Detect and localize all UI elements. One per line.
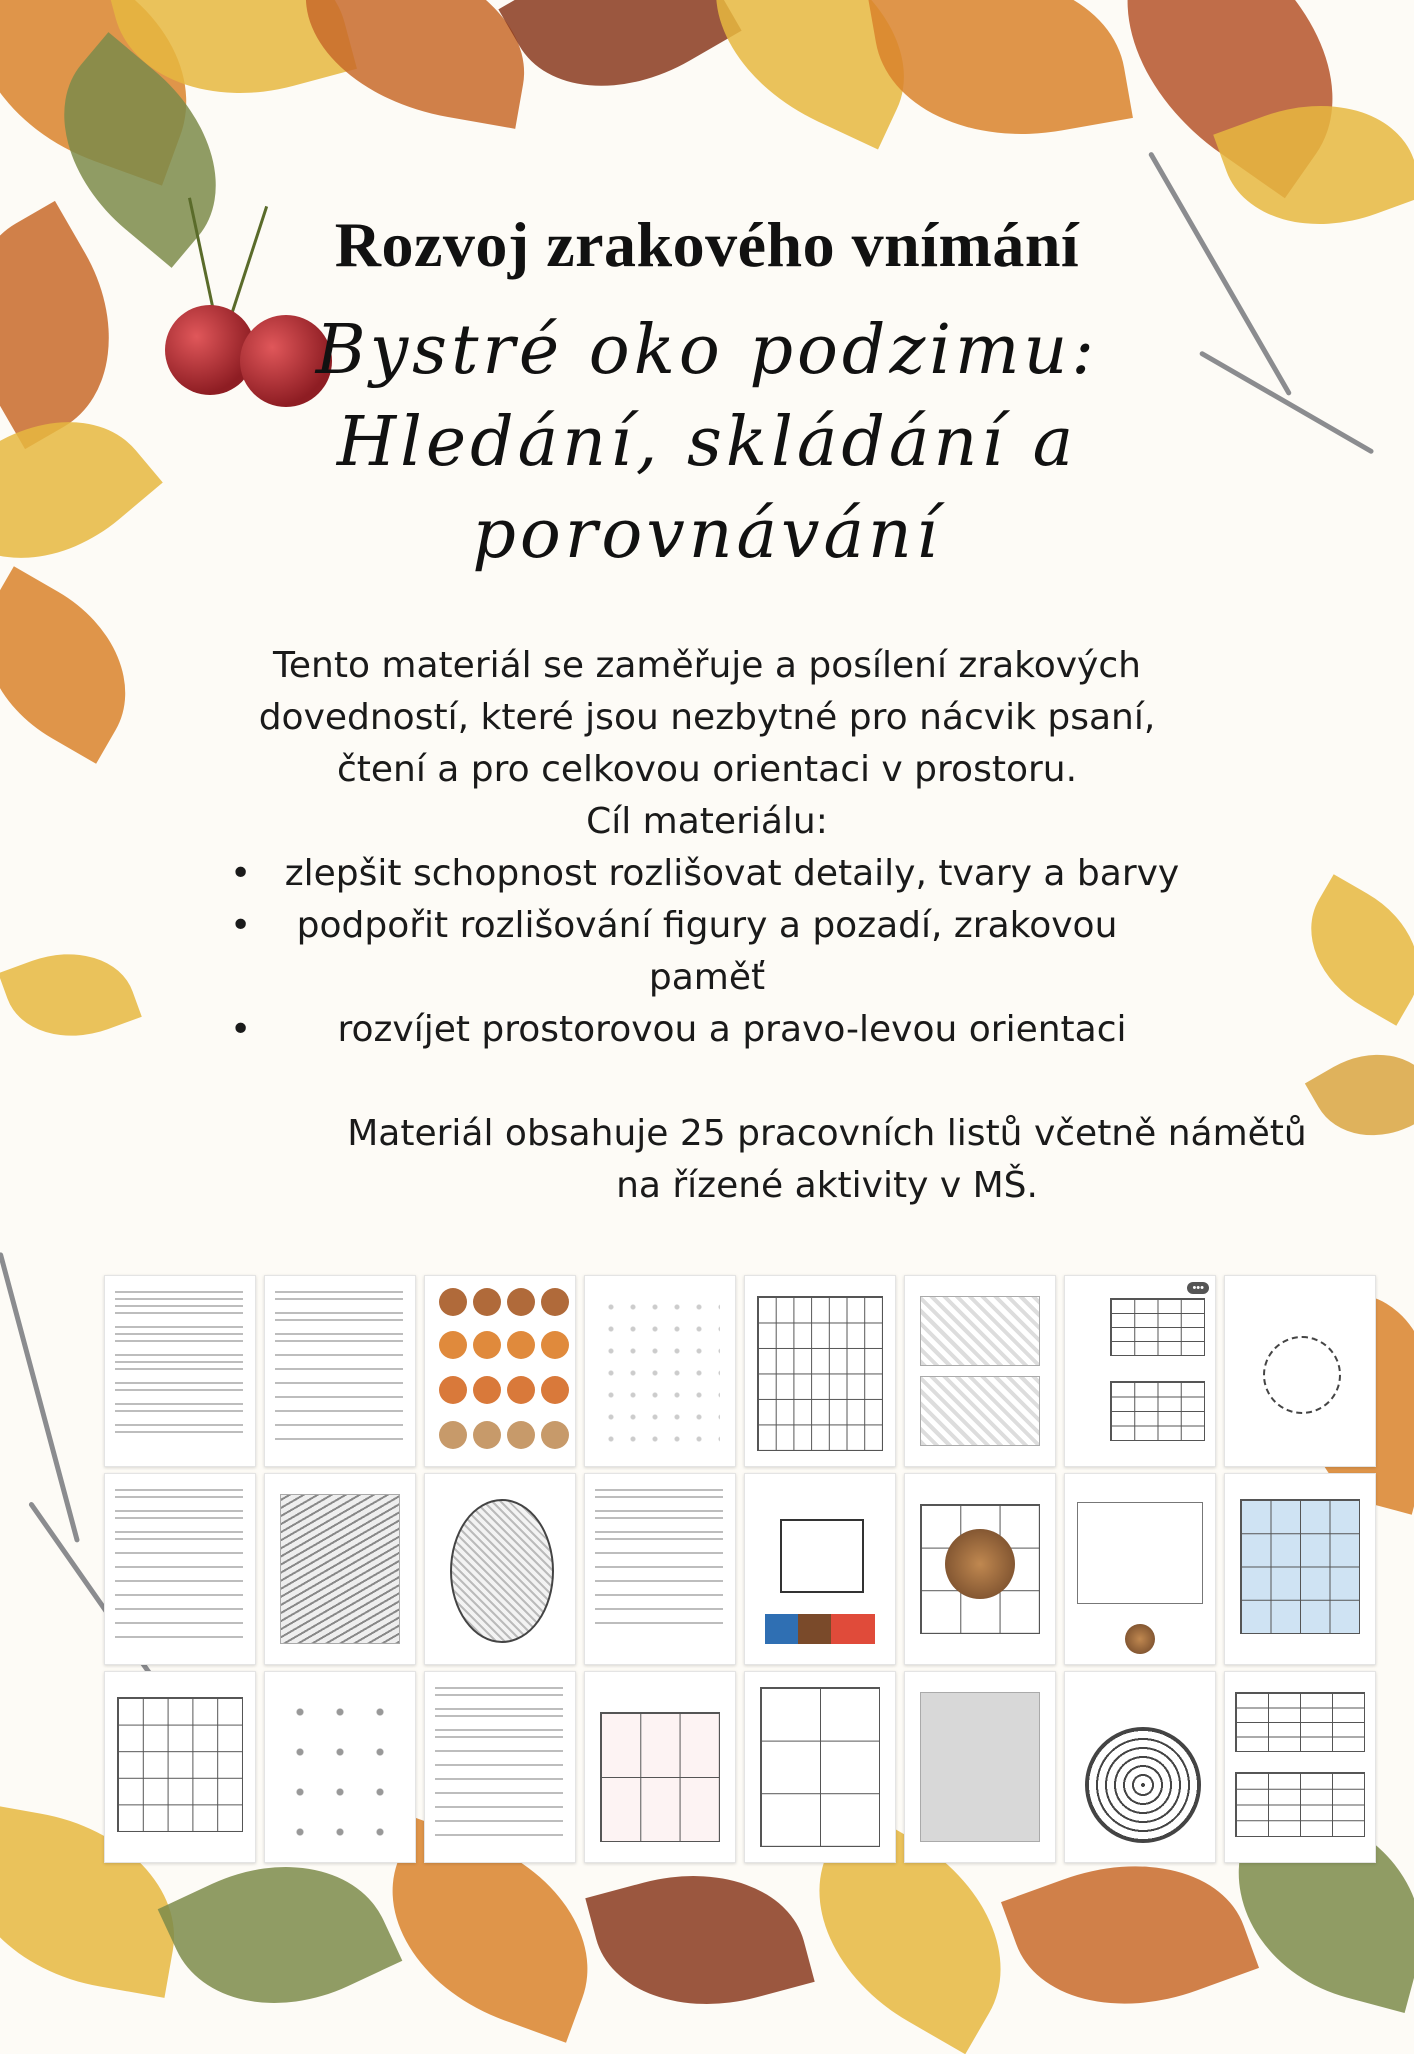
worksheet-thumbnail <box>744 1275 896 1467</box>
worksheet-thumbnail <box>1064 1473 1216 1665</box>
branch-decoration <box>1199 350 1375 454</box>
goal-text: zlepšit schopnost rozlišovat detaily, tvary a barvy <box>284 853 1180 894</box>
bullet-icon: • <box>230 905 252 946</box>
worksheet-thumbnail <box>1064 1275 1216 1467</box>
worksheet-thumbnail <box>424 1473 576 1665</box>
worksheet-thumbnail <box>584 1671 736 1863</box>
gallery-row <box>104 1473 1376 1665</box>
intro-block <box>210 640 1204 848</box>
gallery-row <box>104 1275 1376 1467</box>
leaf-decoration <box>0 201 155 449</box>
worksheet-thumbnail <box>904 1671 1056 1863</box>
leaf-decoration <box>0 566 161 764</box>
worksheet-thumbnail <box>904 1473 1056 1665</box>
leaf-decoration <box>585 1847 814 2034</box>
branch-decoration <box>0 1252 80 1543</box>
leaf-decoration <box>1284 874 1414 1026</box>
leaf-decoration <box>0 932 142 1058</box>
worksheet-preview-gallery <box>104 1275 1350 1870</box>
worksheet-thumbnail <box>424 1275 576 1467</box>
page-subtitle: Bystré oko podzimu: Hledání, skládání a porovnávání <box>315 311 1099 574</box>
worksheet-thumbnail <box>264 1671 416 1863</box>
gallery-row <box>104 1671 1376 1863</box>
worksheet-thumbnail <box>584 1275 736 1467</box>
summary-paragraph: Materiál obsahuje 25 pracovních listů včetně námětů na řízené aktivity v MŠ. <box>347 1113 1307 1206</box>
goal-item <box>210 900 1204 1004</box>
worksheet-thumbnail <box>904 1275 1056 1467</box>
worksheet-thumbnail <box>424 1671 576 1863</box>
bullet-icon: • <box>230 1009 252 1050</box>
worksheet-thumbnail <box>1064 1671 1216 1863</box>
goals-heading: Cíl materiálu: <box>586 801 828 842</box>
leaf-decoration <box>498 0 741 131</box>
goal-item <box>210 848 1204 900</box>
worksheet-thumbnail <box>264 1473 416 1665</box>
worksheet-thumbnail <box>264 1275 416 1467</box>
more-options-badge[interactable]: ••• <box>1187 1282 1209 1294</box>
goal-item <box>210 1004 1204 1056</box>
worksheet-thumbnail <box>744 1473 896 1665</box>
leaf-decoration <box>867 0 1133 160</box>
worksheet-thumbnail <box>104 1473 256 1665</box>
worksheet-thumbnail <box>1224 1671 1376 1863</box>
bullet-icon: • <box>230 853 252 894</box>
worksheet-thumbnail <box>104 1671 256 1863</box>
goal-text: podpořit rozlišování figury a pozadí, zrakovou paměť <box>296 905 1118 998</box>
page-title: Rozvoj zrakového vnímání <box>334 209 1080 280</box>
goals-list <box>210 848 1204 1056</box>
worksheet-thumbnail <box>744 1671 896 1863</box>
worksheet-thumbnail <box>584 1473 736 1665</box>
worksheet-thumbnail <box>1224 1473 1376 1665</box>
worksheet-thumbnail <box>1224 1275 1376 1467</box>
goal-text: rozvíjet prostorovou a pravo-levou orientaci <box>337 1009 1127 1050</box>
intro-paragraph: Tento materiál se zaměřuje a posílení zrakových dovedností, které jsou nezbytné pro nácvik psaní, čtení a pro celkovou orientaci v prostoru. <box>258 645 1156 790</box>
worksheet-thumbnail <box>104 1275 256 1467</box>
